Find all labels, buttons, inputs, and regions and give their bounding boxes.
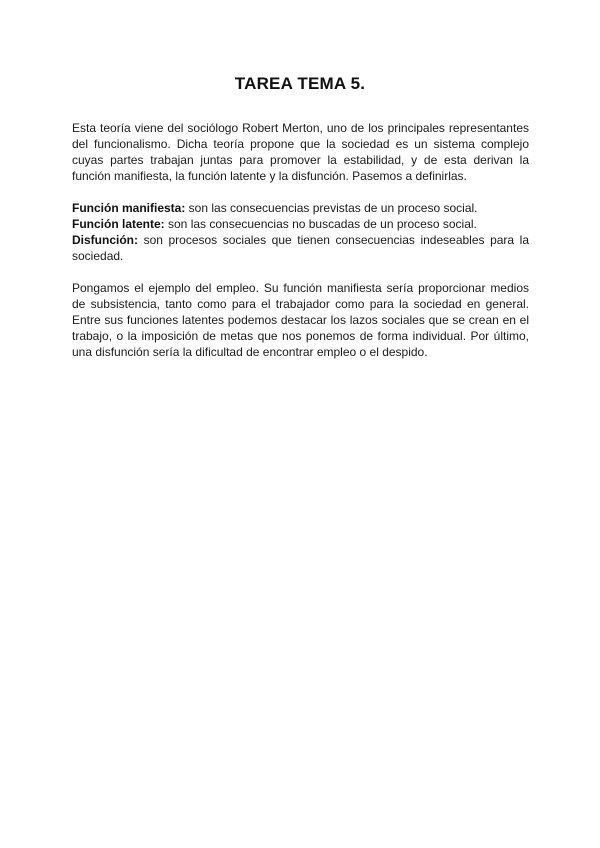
page-title: TAREA TEMA 5. <box>234 74 366 93</box>
definition-dysfunction <box>72 232 529 264</box>
paragraph-gap <box>72 264 529 280</box>
document-body <box>72 120 529 360</box>
example-paragraph: Pongamos el ejemplo del empleo. Su función manifiesta sería proporcionar medios de subsistencia, tanto como para el trabajador como para la sociedad en general. Entre sus funciones latentes podemos destacar los lazos sociales que se crean en el trabajo, o la imposición de metas que nos ponemos de forma individual. Por último, una disfunción sería la dificultad de encontrar empleo o el despido. <box>72 281 529 359</box>
definition-text: son las consecuencias no buscadas de un proceso social. <box>164 217 477 231</box>
definition-text: son procesos sociales que tienen consecuencias indeseables para la sociedad. <box>72 233 529 263</box>
definition-term: Función manifiesta: <box>72 201 186 215</box>
definitions-list <box>72 200 529 264</box>
definition-term: Disfunción: <box>72 233 138 247</box>
intro-paragraph: Esta teoría viene del sociólogo Robert Merton, uno de los principales representantes del funcionalismo. Dicha teoría propone que la sociedad es un sistema complejo cuyas partes trabajan juntas para promover la estabilidad, y de esta derivan la función manifiesta, la función latente y la disfunción. Pasemos a definirlas. <box>72 121 529 183</box>
definition-text: son las consecuencias previstas de un proceso social. <box>185 201 478 215</box>
paragraph-gap <box>72 184 529 200</box>
definition-manifest <box>72 200 529 216</box>
definition-term: Función latente: <box>72 217 165 231</box>
definition-latent <box>72 216 529 232</box>
